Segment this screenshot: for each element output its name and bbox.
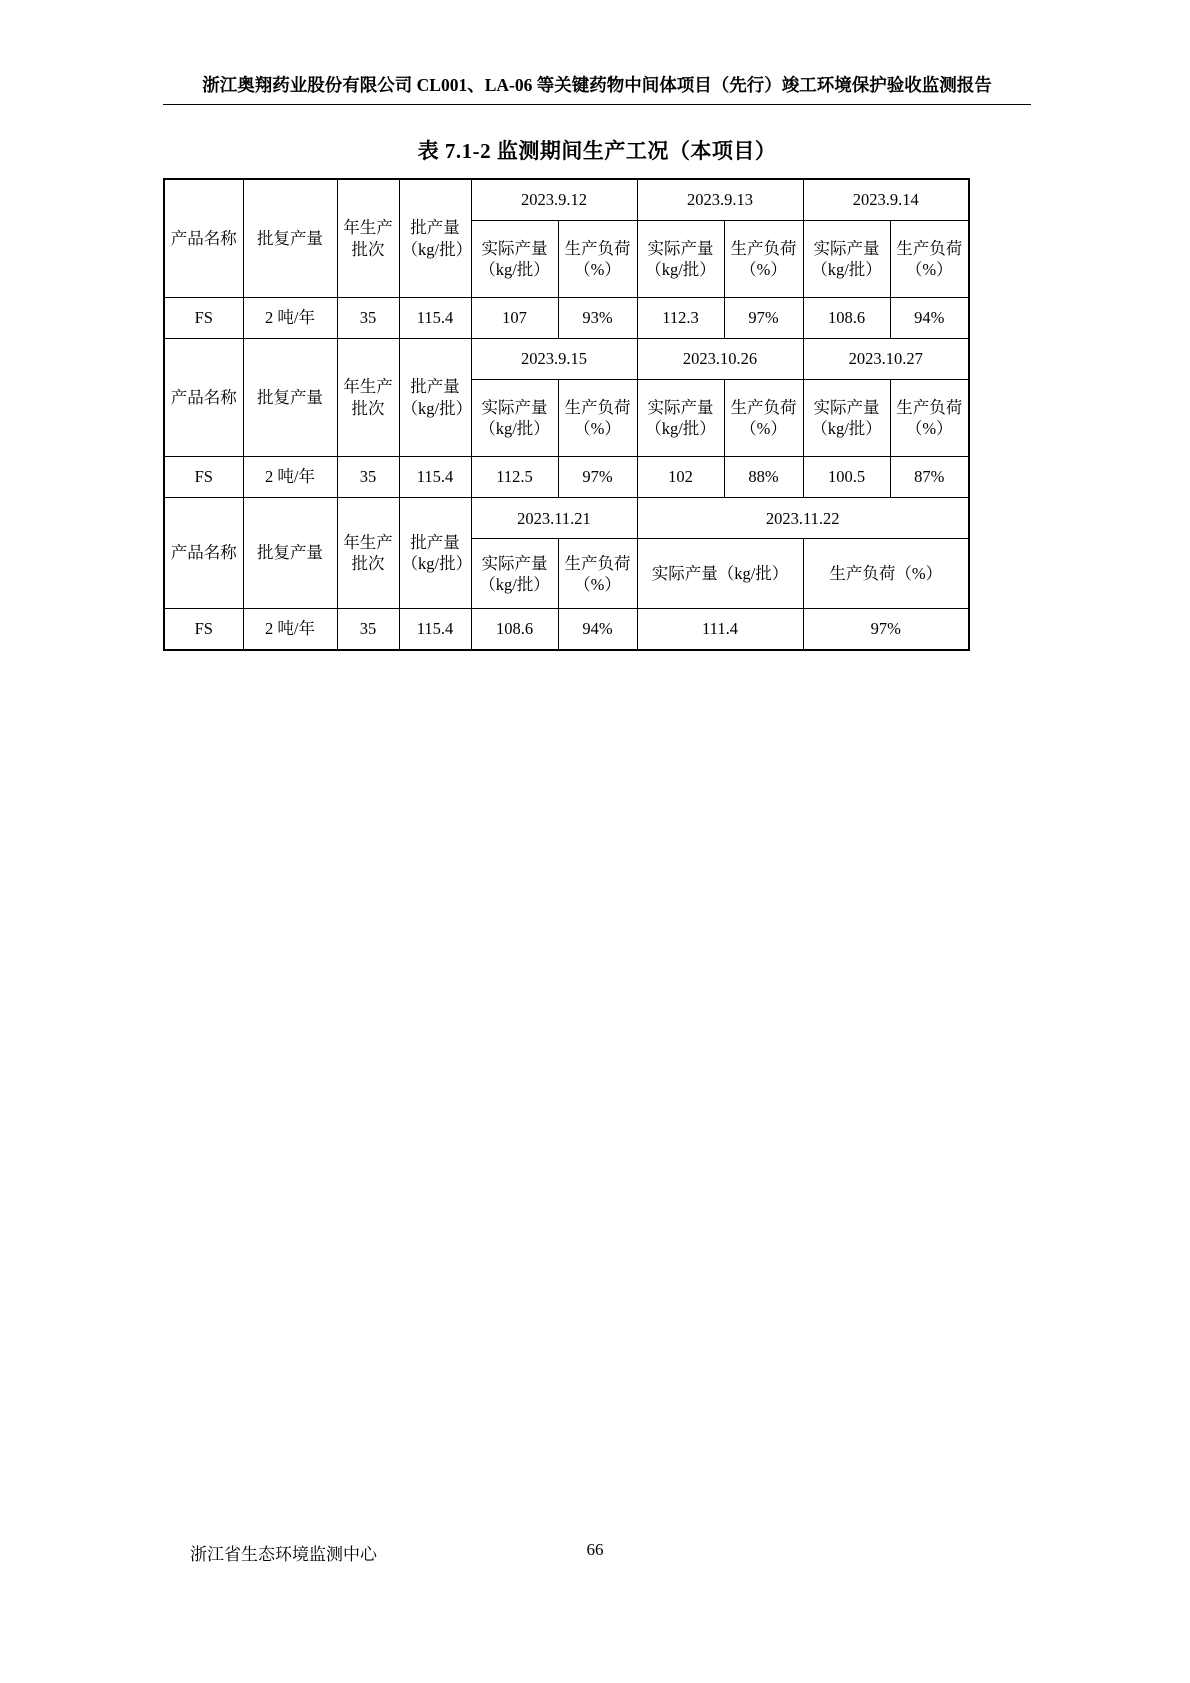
header-batch-output: 批产量（kg/批） (399, 179, 471, 298)
cell-actual-8: 111.4 (637, 609, 803, 651)
cell-product: FS (164, 457, 243, 498)
header-actual-output-3: 实际产量（kg/批） (803, 221, 890, 298)
cell-actual-2: 112.3 (637, 298, 724, 339)
table-row (164, 609, 969, 651)
cell-product: FS (164, 609, 243, 651)
cell-batches: 35 (337, 298, 399, 339)
header-actual-output-1: 实际产量（kg/批） (471, 221, 558, 298)
header-annual-batches: 年生产批次 (337, 498, 399, 609)
table-row (164, 298, 969, 339)
table-row (164, 457, 969, 498)
header-approved-output: 批复产量 (243, 498, 337, 609)
header-actual-output-6: 实际产量（kg/批） (803, 380, 890, 457)
date-5: 2023.10.26 (637, 339, 803, 380)
cell-actual-3: 108.6 (803, 298, 890, 339)
cell-batch-output: 115.4 (399, 298, 471, 339)
header-product-name: 产品名称 (164, 179, 243, 298)
cell-batches: 35 (337, 457, 399, 498)
cell-load-6: 87% (890, 457, 969, 498)
header-load-5: 生产负荷（%） (724, 380, 803, 457)
cell-load-8: 97% (803, 609, 969, 651)
header-load-8: 生产负荷（%） (803, 539, 969, 609)
cell-approved: 2 吨/年 (243, 298, 337, 339)
cell-load-4: 97% (558, 457, 637, 498)
header-batch-output: 批产量（kg/批） (399, 339, 471, 457)
date-8: 2023.11.22 (637, 498, 969, 539)
table-title: 表 7.1-2 监测期间生产工况（本项目） (417, 139, 777, 163)
header-approved-output: 批复产量 (243, 179, 337, 298)
header-load-2: 生产负荷（%） (724, 221, 803, 298)
header-actual-output-7: 实际产量（kg/批） (471, 539, 558, 609)
cell-load-2: 97% (724, 298, 803, 339)
header-load-6: 生产负荷（%） (890, 380, 969, 457)
header-actual-output-8: 实际产量（kg/批） (637, 539, 803, 609)
header-load-1: 生产负荷（%） (558, 221, 637, 298)
header-product-name: 产品名称 (164, 339, 243, 457)
cell-load-3: 94% (890, 298, 969, 339)
cell-actual-1: 107 (471, 298, 558, 339)
date-2: 2023.9.13 (637, 179, 803, 221)
cell-actual-4: 112.5 (471, 457, 558, 498)
cell-actual-5: 102 (637, 457, 724, 498)
header-actual-output-5: 实际产量（kg/批） (637, 380, 724, 457)
table-row (164, 339, 969, 380)
header-annual-batches: 年生产批次 (337, 339, 399, 457)
header-load-7: 生产负荷（%） (558, 539, 637, 609)
header-actual-output-4: 实际产量（kg/批） (471, 380, 558, 457)
cell-approved: 2 吨/年 (243, 457, 337, 498)
date-4: 2023.9.15 (471, 339, 637, 380)
header-actual-output-2: 实际产量（kg/批） (637, 221, 724, 298)
table-row (164, 179, 969, 221)
cell-product: FS (164, 298, 243, 339)
header-product-name: 产品名称 (164, 498, 243, 609)
date-6: 2023.10.27 (803, 339, 969, 380)
cell-batches: 35 (337, 609, 399, 651)
date-7: 2023.11.21 (471, 498, 637, 539)
header-load-4: 生产负荷（%） (558, 380, 637, 457)
date-3: 2023.9.14 (803, 179, 969, 221)
footer-organization: 浙江省生态环境监测中心 (190, 1545, 377, 1564)
header-batch-output: 批产量（kg/批） (399, 498, 471, 609)
cell-actual-6: 100.5 (803, 457, 890, 498)
header-annual-batches: 年生产批次 (337, 179, 399, 298)
cell-load-5: 88% (724, 457, 803, 498)
production-conditions-table (163, 178, 970, 651)
page-header: 浙江奥翔药业股份有限公司 CL001、LA-06 等关键药物中间体项目（先行）竣工环境保护验收监测报告 (202, 75, 992, 95)
header-divider (163, 104, 1031, 105)
cell-load-7: 94% (558, 609, 637, 651)
cell-load-1: 93% (558, 298, 637, 339)
header-approved-output: 批复产量 (243, 339, 337, 457)
date-1: 2023.9.12 (471, 179, 637, 221)
table-row (164, 498, 969, 539)
cell-batch-output: 115.4 (399, 609, 471, 651)
cell-batch-output: 115.4 (399, 457, 471, 498)
header-load-3: 生产负荷（%） (890, 221, 969, 298)
cell-actual-7: 108.6 (471, 609, 558, 651)
cell-approved: 2 吨/年 (243, 609, 337, 651)
page-number: 66 (586, 1540, 604, 1559)
